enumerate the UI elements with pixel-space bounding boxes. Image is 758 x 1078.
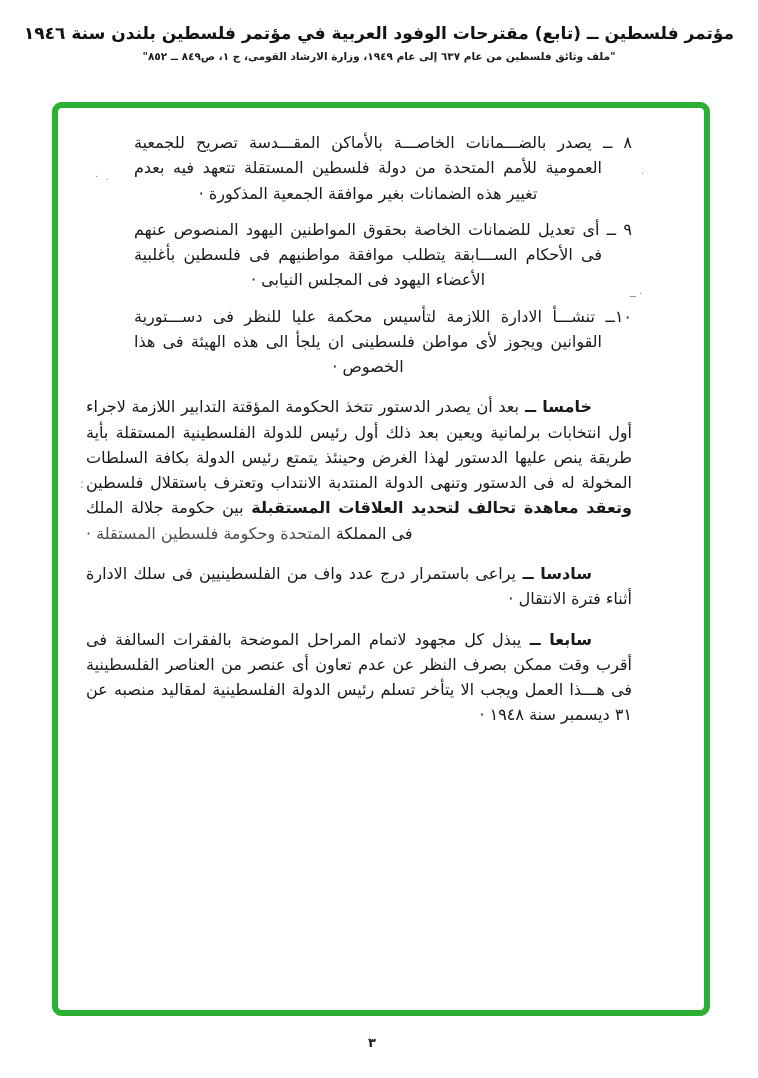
section-lead: سادسا ــ <box>516 563 592 583</box>
section-text: يراعى باستمرار درج عدد واف من الفلسطينيين فى سلك الادارة أثناء فترة الانتقال · <box>86 563 632 609</box>
clause-number: ٩ ــ <box>599 219 633 239</box>
section-faded-tail: المتحدة وحكومة فلسطين المستقلة · <box>86 523 331 543</box>
section-fifth <box>86 394 632 546</box>
scan-artifact: . <box>641 166 647 177</box>
document-source-citation: "ملف وثائق فلسطين من عام ٦٣٧ إلى عام ١٩٤٩، وزارة الارشاد القومى، ج ١، ص٨٤٩ ــ ٨٥٢" <box>142 51 616 63</box>
section-text: بين حكومة جلالة الملك فى المملكة <box>86 498 413 543</box>
clause-item-10 <box>134 304 632 380</box>
section-bold-phrase: وتعقد معاهدة تحالف لتحديد العلاقات المستقبلة <box>243 498 632 518</box>
document-body <box>58 108 704 728</box>
clause-text: أى تعديل للضمانات الخاصة بحقوق المواطنين اليهود المنصوص عنهم فى الأحكام الســـابقة يتطلب موافقة مواطنيهم فى فلسطين بأغلبية الأعضاء اليهود فى المجلس النيابى · <box>134 219 602 290</box>
section-lead: سابعا ــ <box>521 629 592 649</box>
clause-number: ٨ ــ <box>591 133 632 152</box>
document-header <box>0 0 758 63</box>
section-text: بعد أن يصدر الدستور تتخذ الحكومة المؤقتة التدابير اللازمة لاجراء أول انتخابات برلمانية ويعين بعد ذلك أول رئيس للدولة الفلسطينية المستقلة بأية طريقة ينص عليها الدستور لهذا الغرض وحينئذ يتمتع رئيس الدولة بكافة السلطات المخولة له فى الدستور وتنهى الدولة المنتدبة الانتداب وتعترف باستقلال فلسطين <box>86 397 632 493</box>
section-text: يبذل كل مجهود لاتمام المراحل الموضحة بالفقرات السالفة فى أقرب وقت ممكن بصرف النظر عن عدم تعاون أى عنصر من العناصر الفلسطينية فى هـــذا العمل ويجب الا يتأخر تسلم رئيس الدولة الفلسطينية لمقاليد منصبه عن ٣١ ديسمبر سنة ١٩٤٨ · <box>86 629 632 725</box>
document-title: مؤتمر فلسطين ــ (تابع) مقترحات الوفود العربية في مؤتمر فلسطين بلندن سنة ١٩٤٦ <box>23 24 735 44</box>
green-highlight-frame <box>52 102 710 1016</box>
scan-artifact: ــ · <box>630 289 643 300</box>
page-number: ٣ <box>368 1036 376 1051</box>
scan-artifact: : <box>80 477 87 491</box>
section-seventh <box>86 627 632 728</box>
clause-text: تنشـــأ الادارة اللازمة لتأسيس محكمة عليا للنظر فى دســـتورية القوانين ويجوز لأى مواطن فلسطينى ان يلجأ الى هذه الهيئة فى هذا الخصوص · <box>134 306 602 377</box>
section-lead: خامسا ــ <box>518 397 593 417</box>
clause-item-8 <box>134 130 632 206</box>
clause-text: يصدر بالضـــمانات الخاصـــة بالأماكن المقـــدسة تصريح للجمعية العمومية للأمم المتحدة من دولة فلسطين المستقلة تتعهد فيه بعدم تغيير هذه الضمانات بغير موافقة الجمعية المذكورة · <box>134 133 602 203</box>
section-sixth <box>86 561 632 612</box>
clause-number: ١٠ــ <box>594 306 633 326</box>
clause-item-9 <box>134 217 632 293</box>
scan-artifact: · . <box>95 172 111 183</box>
